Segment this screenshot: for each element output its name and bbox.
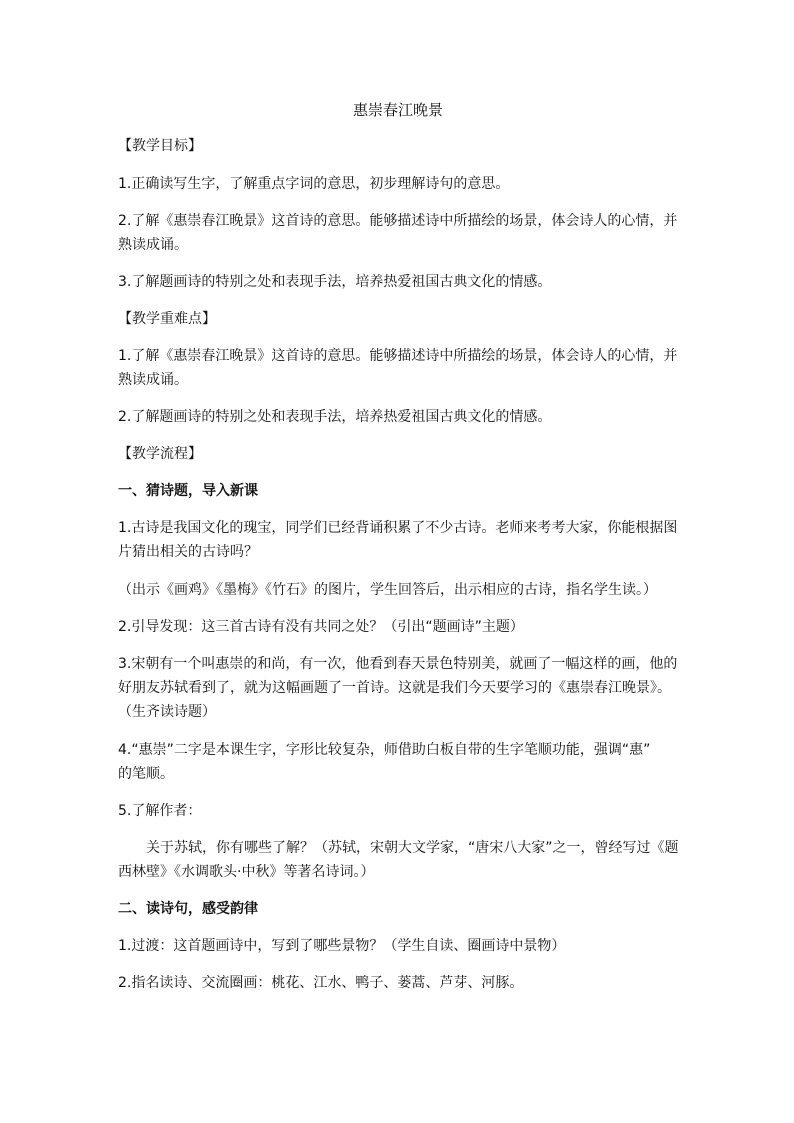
flow-item-3-line-2: 好朋友苏轼看到了，就为这幅画题了一首诗。这就是我们今天要学习的《惠崇春江晚景》。 bbox=[118, 680, 671, 696]
heading-teaching-flow: 【教学流程】 bbox=[118, 446, 202, 462]
key-item-1-line-2: 熟读成诵。 bbox=[118, 372, 188, 388]
flow-item-2: 2.引导发现：这三首古诗有没有共同之处？（引出“题画诗”主题） bbox=[118, 619, 524, 635]
key-item-2: 2.了解题画诗的特别之处和表现手法，培养热爱祖国古典文化的情感。 bbox=[118, 409, 552, 425]
goal-item-2-line-1: 2.了解《惠崇春江晚景》这首诗的意思。能够描述诗中所描绘的场景，体会诗人的心情，并 bbox=[118, 213, 678, 229]
flow-item-1-note: （出示《画鸡》《墨梅》《竹石》的图片，学生回答后，出示相应的古诗，指名学生读。） bbox=[118, 582, 657, 598]
read-item-1: 1.过渡：这首题画诗中，写到了哪些景物？（学生自读、圈画诗中景物） bbox=[118, 938, 566, 954]
section-heading-1: 一、猜诗题，导入新课 bbox=[118, 483, 258, 499]
section-heading-2: 二、读诗句，感受韵律 bbox=[118, 901, 258, 917]
flow-item-4-line-1: 4.“惠崇”二字是本课生字，字形比较复杂，师借助白板自带的生字笔顺功能，强调“惠” bbox=[118, 742, 651, 758]
page-title: 惠崇春江晚景 bbox=[352, 101, 443, 119]
goal-item-1: 1.正确读写生字，了解重点字词的意思，初步理解诗句的意思。 bbox=[118, 176, 510, 192]
flow-item-5: 5.了解作者： bbox=[118, 803, 202, 819]
flow-item-5-body-line-1: 关于苏轼，你有哪些了解？（苏轼，宋朝大文学家，“唐宋八大家”之一，曾经写过《题 bbox=[146, 840, 679, 856]
flow-item-4-line-2: 的笔顺。 bbox=[118, 766, 174, 782]
heading-teaching-goals: 【教学目标】 bbox=[118, 138, 202, 154]
flow-item-3-line-3: （生齐读诗题） bbox=[118, 704, 216, 720]
heading-key-points: 【教学重难点】 bbox=[118, 311, 216, 327]
flow-item-3-line-1: 3.宋朝有一个叫惠崇的和尚，有一次，他看到春天景色特别美，就画了一幅这样的画，他的 bbox=[118, 656, 678, 672]
flow-item-5-body-line-2: 西林壁》《水调歌头·中秋》等著名诗词。） bbox=[118, 864, 375, 880]
goal-item-2-line-2: 熟读成诵。 bbox=[118, 237, 188, 253]
goal-item-3: 3.了解题画诗的特别之处和表现手法，培养热爱祖国古典文化的情感。 bbox=[118, 274, 552, 290]
key-item-1-line-1: 1.了解《惠崇春江晚景》这首诗的意思。能够描述诗中所描绘的场景，体会诗人的心情，并 bbox=[118, 348, 678, 364]
read-item-2: 2.指名读诗、交流圈画：桃花、江水、鸭子、蒌蒿、芦芽、河豚。 bbox=[118, 975, 524, 991]
flow-item-1-line-1: 1.古诗是我国文化的瑰宝，同学们已经背诵积累了不少古诗。老师来考考大家，你能根据图 bbox=[118, 520, 678, 536]
flow-item-1-line-2: 片猜出相关的古诗吗？ bbox=[118, 544, 258, 560]
